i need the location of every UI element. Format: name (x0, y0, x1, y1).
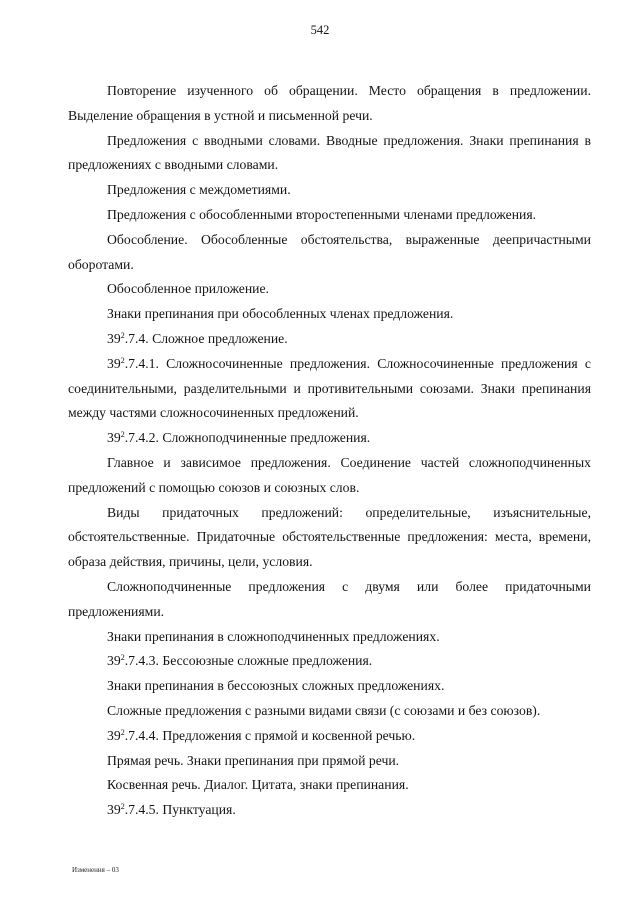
paragraph (68, 178, 591, 203)
paragraph-text: Предложения с вводными словами. Вводные предложения. Знаки препинания в предложениях с вводными словами. (68, 132, 591, 173)
section-number-rest: .7.4.5. (124, 802, 159, 818)
section-number-superscript: 2 (120, 802, 125, 812)
paragraph (68, 451, 591, 501)
section-heading (68, 352, 591, 426)
section-number-base: 39 (107, 653, 121, 669)
section-number-base: 39 (107, 330, 121, 346)
paragraph-text: Косвенная речь. Диалог. Цитата, знаки препинания. (107, 777, 409, 793)
section-number-rest: .7.4.3. (124, 653, 159, 669)
document-body (68, 79, 591, 823)
footer-revision-note: Изменения – 03 (72, 866, 119, 874)
paragraph-text: Обособление. Обособленные обстоятельства, выраженные деепричастными оборотами. (68, 231, 591, 272)
paragraph-text: Главное и зависимое предложения. Соединение частей сложноподчиненных предложений с помощью союзов и союзных слов. (68, 454, 591, 495)
section-heading (68, 798, 591, 823)
section-title: Сложноподчиненные предложения. (158, 430, 371, 446)
paragraph-text: Сложноподчиненные предложения с двумя или более придаточными предложениями. (68, 578, 591, 619)
page-number: 542 (310, 23, 330, 37)
section-heading (68, 649, 591, 674)
section-heading (68, 426, 591, 451)
section-number-rest: .7.4.2. (124, 430, 159, 446)
paragraph-text: Прямая речь. Знаки препинания при прямой речи. (107, 752, 400, 768)
section-number-superscript: 2 (120, 430, 125, 440)
section-number-base: 39 (107, 430, 121, 446)
section-number-superscript: 2 (120, 727, 125, 737)
section-number-base: 39 (107, 355, 121, 371)
paragraph (68, 129, 591, 179)
section-number-rest: .7.4.4. (124, 727, 159, 743)
paragraph-text: Сложные предложения с разными видами связи (с союзами и без союзов). (107, 702, 541, 718)
paragraph (68, 203, 591, 228)
paragraph (68, 674, 591, 699)
paragraph (68, 302, 591, 327)
paragraph (68, 575, 591, 625)
paragraph-text: Предложения с междометиями. (107, 182, 291, 198)
paragraph-text: Повторение изученного об обращении. Место обращения в предложении. Выделение обращения в устной и письменной речи. (68, 83, 591, 123)
paragraph (68, 277, 591, 302)
paragraph (68, 625, 591, 650)
section-number-base: 39 (107, 727, 121, 743)
section-number-superscript: 2 (120, 653, 125, 663)
section-title: Пунктуация. (158, 802, 236, 818)
paragraph-text: Обособленное приложение. (107, 281, 269, 297)
section-number-rest: .7.4.1. (124, 355, 159, 371)
paragraph (68, 501, 591, 575)
paragraph-text: Знаки препинания при обособленных членах предложения. (107, 306, 454, 322)
section-number-base: 39 (107, 802, 121, 818)
paragraph (68, 749, 591, 774)
section-number-rest: .7.4. (124, 330, 149, 346)
section-heading (68, 724, 591, 749)
paragraph-text: Знаки препинания в бессоюзных сложных предложениях. (107, 678, 445, 694)
paragraph-text: Виды придаточных предложений: определительные, изъяснительные, обстоятельственные. Придаточные обстоятельственные предложения: места, времени, образа действия, причины, цели, условия. (68, 504, 591, 570)
section-title: Сложное предложение. (148, 330, 288, 346)
paragraph (68, 773, 591, 798)
section-number-superscript: 2 (120, 330, 125, 340)
paragraph-text: Предложения с обособленными второстепенными членами предложения. (107, 206, 537, 222)
section-heading (68, 327, 591, 352)
paragraph-text: Знаки препинания в сложноподчиненных предложениях. (107, 628, 440, 644)
section-title: Сложносочиненные предложения. Сложносочиненные предложения с соединительными, разделительными и противительными союзами. Знаки препинания между частями сложносочиненных предложений. (68, 355, 591, 421)
section-number-superscript: 2 (120, 355, 125, 365)
paragraph (68, 228, 591, 278)
paragraph (68, 79, 591, 129)
section-title: Предложения с прямой и косвенной речью. (158, 727, 416, 743)
section-title: Бессоюзные сложные предложения. (158, 653, 373, 669)
paragraph (68, 699, 591, 724)
